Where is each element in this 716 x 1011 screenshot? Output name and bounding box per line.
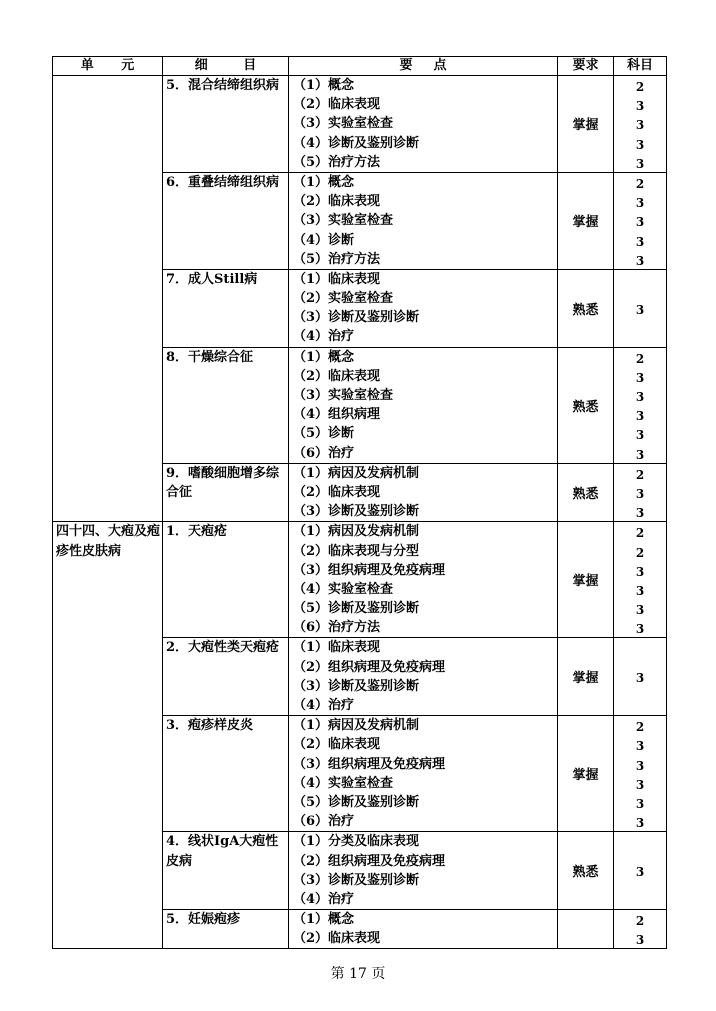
page-number: 第 17 页 <box>330 966 386 982</box>
subject-value: 2 <box>635 720 645 735</box>
table-row <box>53 76 667 173</box>
detail-cell <box>163 347 289 463</box>
key-point: （2）临床表现 <box>293 737 381 753</box>
subject-value: 3 <box>635 234 645 249</box>
key-point: （5）诊断及鉴别诊断 <box>293 601 420 617</box>
key-point: （1）概念 <box>293 78 355 93</box>
header-unit: 单 元 <box>53 57 163 76</box>
key-point: （3）实验室检查 <box>293 388 394 403</box>
subject-value: 2 <box>635 526 645 541</box>
requirement-cell: 掌握 <box>558 638 614 716</box>
requirement-cell: 熟悉 <box>558 832 614 910</box>
key-point: （4）诊断 <box>293 232 355 248</box>
header-requirement: 要求 <box>558 57 614 76</box>
detail-title: 4．线状IgA大疱性皮病 <box>166 834 279 869</box>
key-point: （2）组织病理及免疫病理 <box>293 853 446 869</box>
subject-value: 3 <box>635 758 645 773</box>
subject-value: 3 <box>635 99 645 114</box>
subject-value: 3 <box>635 816 645 831</box>
detail-cell <box>163 76 289 173</box>
subject-value: 3 <box>635 390 645 404</box>
requirement-cell: 熟悉 <box>558 269 614 347</box>
key-point: （3）诊断及鉴别诊断 <box>293 310 420 326</box>
subject-cell <box>614 172 667 269</box>
key-point: （3）实验室检查 <box>293 213 394 229</box>
subject-cell <box>614 716 667 832</box>
subject-value: 3 <box>635 196 645 211</box>
key-point: （2）临床表现 <box>293 368 381 384</box>
key-point: （6）治疗方法 <box>293 620 381 636</box>
key-point: （5）治疗方法 <box>293 251 381 267</box>
subject-value: 3 <box>635 777 645 792</box>
points-cell <box>289 910 558 949</box>
detail-title: 3．疱疹样皮炎 <box>166 718 254 734</box>
subject-value: 3 <box>635 137 645 152</box>
key-point: （1）病因及发病机制 <box>293 465 420 481</box>
subject-value: 3 <box>635 622 645 637</box>
subject-value: 2 <box>635 351 645 366</box>
subject-value: 3 <box>635 156 645 171</box>
requirement-cell: 熟悉 <box>558 463 614 522</box>
key-point: （1）概念 <box>293 912 355 928</box>
subject-value: 2 <box>635 545 645 560</box>
subject-value: 3 <box>635 865 645 880</box>
subject-cell <box>614 269 667 347</box>
key-point: （4）组织病理 <box>293 407 381 423</box>
subject-value: 3 <box>635 603 645 618</box>
subject-cell <box>614 910 667 949</box>
subject-value: 3 <box>635 409 645 424</box>
points-cell <box>289 269 558 347</box>
key-point: （5）诊断 <box>293 426 355 442</box>
subject-value: 3 <box>635 215 645 230</box>
subject-cell <box>614 522 667 638</box>
key-point: （6）治疗 <box>293 445 355 461</box>
key-point: （4）实验室检查 <box>293 775 394 791</box>
key-point: （1）概念 <box>293 174 355 190</box>
points-cell <box>289 347 558 463</box>
requirement-cell: 熟悉 <box>558 347 614 463</box>
subject-value: 2 <box>635 467 645 482</box>
key-point: （3）诊断及鉴别诊断 <box>293 678 420 694</box>
detail-title: 9．嗜酸细胞增多综合征 <box>166 465 280 500</box>
subject-value: 3 <box>635 671 645 686</box>
key-point: （1）分类及临床表现 <box>293 834 420 850</box>
subject-value: 3 <box>635 302 645 317</box>
key-point: （6）治疗 <box>293 814 355 830</box>
key-point: （3）组织病理及免疫病理 <box>293 562 446 578</box>
subject-cell <box>614 76 667 173</box>
subject-value: 3 <box>635 564 645 579</box>
unit-cell <box>53 522 163 949</box>
requirement-cell <box>558 910 614 949</box>
key-point: （3）诊断及鉴别诊断 <box>293 504 420 520</box>
subject-value: 3 <box>635 253 645 268</box>
key-point: （3）诊断及鉴别诊断 <box>293 872 420 888</box>
detail-cell <box>163 522 289 638</box>
key-point: （3）组织病理及免疫病理 <box>293 756 446 772</box>
points-cell <box>289 522 558 638</box>
detail-cell <box>163 269 289 347</box>
detail-title: 1．天疱疮 <box>166 524 228 540</box>
unit-name: 四十四、大疱及疱疹性皮肤病 <box>56 524 161 559</box>
key-point: （2）临床表现 <box>293 194 381 210</box>
points-cell <box>289 638 558 716</box>
key-point: （5）诊断及鉴别诊断 <box>293 794 420 810</box>
key-point: （2）临床表现 <box>293 97 381 113</box>
subject-value: 3 <box>635 933 645 948</box>
key-point: （4）诊断及鉴别诊断 <box>293 135 420 151</box>
detail-title: 2．大疱性类天疱疮 <box>166 640 280 656</box>
key-point: （2）临床表现与分型 <box>293 543 420 559</box>
requirement-cell: 掌握 <box>558 172 614 269</box>
subject-value: 3 <box>635 428 645 443</box>
header-subject: 科目 <box>614 57 667 76</box>
detail-cell <box>163 910 289 949</box>
key-point: （1）临床表现 <box>293 271 381 287</box>
key-point: （4）治疗 <box>293 698 355 713</box>
detail-cell <box>163 638 289 716</box>
table-row <box>53 522 667 638</box>
requirement-cell: 掌握 <box>558 522 614 638</box>
subject-value: 3 <box>635 370 645 385</box>
header-points: 要 点 <box>289 57 558 76</box>
header-detail: 细 目 <box>163 57 289 76</box>
key-point: （2）临床表现 <box>293 931 381 947</box>
detail-cell <box>163 172 289 269</box>
key-point: （1）病因及发病机制 <box>293 718 420 734</box>
points-cell <box>289 463 558 522</box>
key-point: （4）治疗 <box>293 891 355 907</box>
subject-cell <box>614 638 667 716</box>
syllabus-table <box>52 56 667 949</box>
subject-value: 3 <box>635 739 645 754</box>
subject-value: 3 <box>635 796 645 811</box>
detail-title: 5．混合结缔组织病 <box>166 78 280 93</box>
subject-value: 2 <box>635 80 645 94</box>
key-point: （2）组织病理及免疫病理 <box>293 659 446 675</box>
requirement-cell: 掌握 <box>558 716 614 832</box>
key-point: （2）实验室检查 <box>293 291 394 307</box>
key-point: （1）病因及发病机制 <box>293 524 420 540</box>
subject-value: 3 <box>635 506 645 521</box>
key-point: （2）临床表现 <box>293 484 381 500</box>
key-point: （3）实验室检查 <box>293 116 394 132</box>
subject-value: 3 <box>635 583 645 598</box>
key-point: （1）临床表现 <box>293 640 381 656</box>
detail-cell <box>163 716 289 832</box>
points-cell <box>289 76 558 173</box>
key-point: （5）治疗方法 <box>293 154 381 170</box>
subject-cell <box>614 347 667 463</box>
subject-cell <box>614 463 667 522</box>
points-cell <box>289 172 558 269</box>
unit-cell <box>53 76 163 522</box>
subject-cell <box>614 832 667 910</box>
subject-value: 2 <box>635 176 645 191</box>
detail-title: 5．妊娠疱疹 <box>166 912 241 928</box>
key-point: （1）概念 <box>293 349 355 365</box>
requirement-cell: 掌握 <box>558 76 614 173</box>
detail-title: 7．成人Still病 <box>166 271 258 287</box>
key-point: （4）治疗 <box>293 329 355 345</box>
key-point: （4）实验室检查 <box>293 581 394 597</box>
subject-value: 3 <box>635 486 645 501</box>
subject-value: 2 <box>635 914 645 929</box>
detail-cell <box>163 832 289 910</box>
detail-cell <box>163 463 289 522</box>
points-cell <box>289 716 558 832</box>
points-cell <box>289 832 558 910</box>
subject-value: 3 <box>635 118 645 133</box>
header-row <box>53 57 667 76</box>
detail-title: 6．重叠结缔组织病 <box>166 174 280 190</box>
subject-value: 3 <box>635 447 645 462</box>
detail-title: 8．干燥综合征 <box>166 349 254 365</box>
